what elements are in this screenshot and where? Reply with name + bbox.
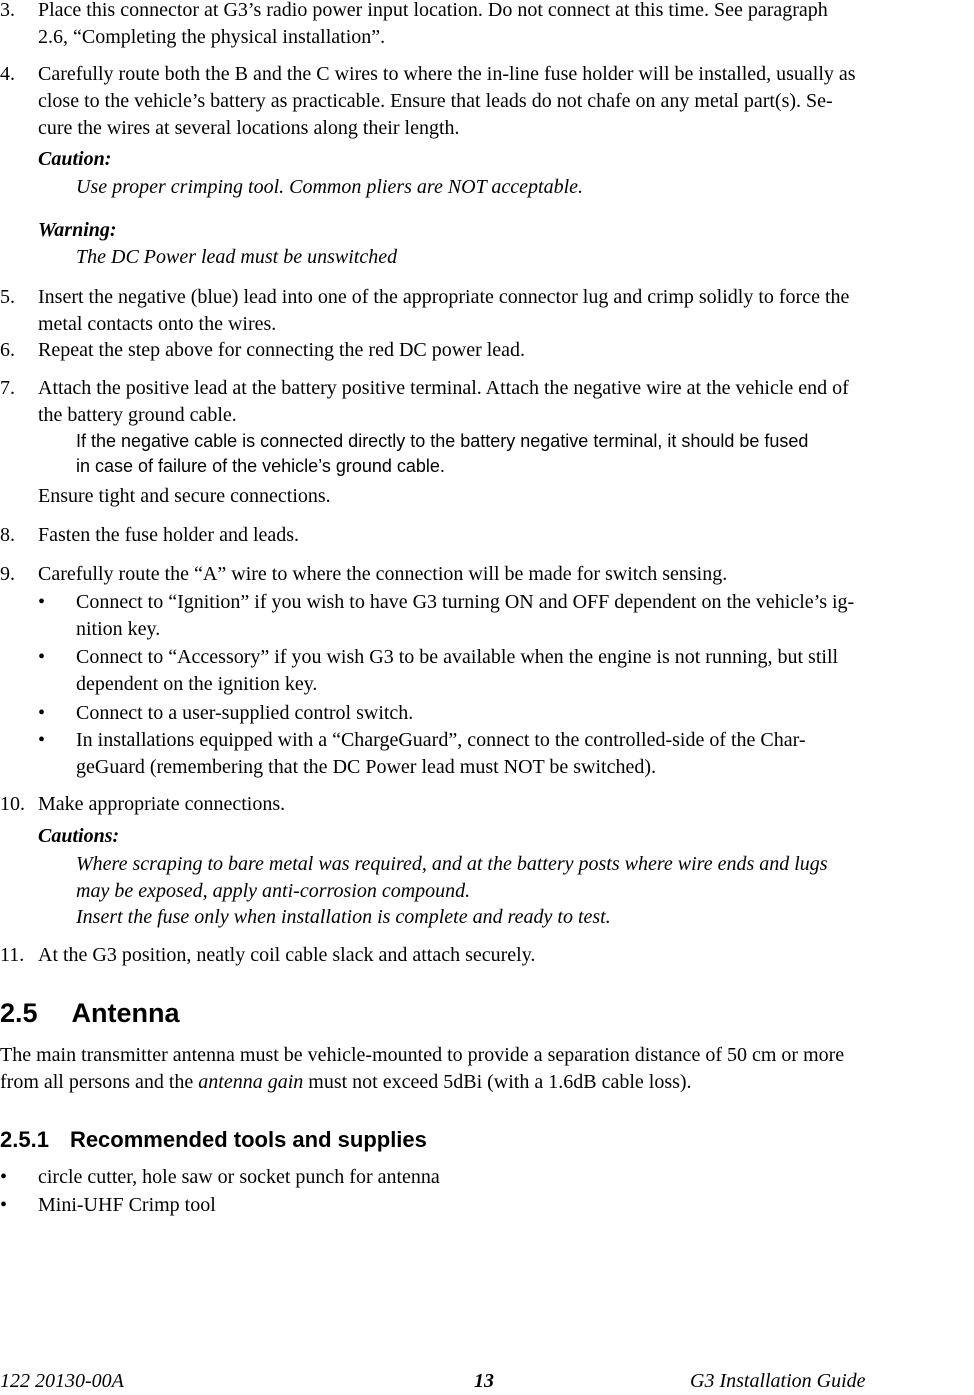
list-item: circle cutter, hole saw or socket punch for antenna xyxy=(38,1166,440,1188)
step-text: Insert the negative (blue) lead into one of the appropriate connector lug and crimp solidly to force the xyxy=(38,286,850,308)
step-text: cure the wires at several locations along their length. xyxy=(38,117,460,139)
list-item: Connect to “Ignition” if you wish to have G3 turning ON and OFF dependent on the vehicle’s ig- xyxy=(76,591,855,613)
cautions-text: Where scraping to bare metal was required, and at the battery posts where wire ends and lugs xyxy=(76,853,828,875)
step-number: 5. xyxy=(0,286,15,308)
step-text: Repeat the step above for connecting the red DC power lead. xyxy=(38,339,526,361)
section-title: Recommended tools and supplies xyxy=(69,1127,427,1152)
section-heading-2-5-1 xyxy=(0,1126,427,1154)
footer-page-number: 13 xyxy=(474,1370,494,1392)
cautions-text: Insert the fuse only when installation is complete and ready to test. xyxy=(76,906,611,928)
list-item: Connect to a user-supplied control switch. xyxy=(76,702,414,724)
bullet-glyph: • xyxy=(38,646,46,668)
step-text: Fasten the fuse holder and leads. xyxy=(38,524,300,546)
step-text: the battery ground cable. xyxy=(38,404,237,426)
bullet-glyph: • xyxy=(38,591,46,613)
step-text: Make appropriate connections. xyxy=(38,793,286,815)
bullet-glyph: • xyxy=(0,1166,8,1188)
footer-doc-number: 122 20130-00A xyxy=(0,1370,124,1392)
bullet-glyph: • xyxy=(38,729,46,751)
warning-label: Warning: xyxy=(38,219,117,241)
list-item: dependent on the ignition key. xyxy=(76,673,318,695)
step-text: Place this connector at G3’s radio power input location. Do not connect at this time. See paragraph xyxy=(38,0,828,21)
warning-text: The DC Power lead must be unswitched xyxy=(76,246,398,268)
step-text: Carefully route both the B and the C wires to where the in-line fuse holder will be installed, usually as xyxy=(38,63,856,85)
paragraph-line: The main transmitter antenna must be vehicle-mounted to provide a separation distance of 50 cm or more xyxy=(0,1044,845,1066)
section-number: 2.5.1 xyxy=(0,1127,49,1152)
step-note: If the negative cable is connected directly to the battery negative terminal, it should be fused xyxy=(76,431,809,451)
list-item: In installations equipped with a “ChargeGuard”, connect to the controlled-side of the Char- xyxy=(76,729,806,751)
step-text: At the G3 position, neatly coil cable slack and attach securely. xyxy=(38,944,536,966)
cautions-text: may be exposed, apply anti-corrosion compound. xyxy=(76,880,471,902)
step-number: 10. xyxy=(0,793,25,815)
list-item: geGuard (remembering that the DC Power lead must NOT be switched). xyxy=(76,756,657,778)
step-text: Carefully route the “A” wire to where the connection will be made for switch sensing. xyxy=(38,563,728,585)
step-number: 6. xyxy=(0,339,15,361)
section-title: Antenna xyxy=(71,998,180,1028)
list-item: Connect to “Accessory” if you wish G3 to be available when the engine is not running, but still xyxy=(76,646,839,668)
step-number: 4. xyxy=(0,63,15,85)
step-text: close to the vehicle’s battery as practicable. Ensure that leads do not chafe on any metal part(s). Se- xyxy=(38,90,833,112)
step-number: 9. xyxy=(0,563,15,585)
bullet-glyph: • xyxy=(38,702,46,724)
section-number: 2.5 xyxy=(0,998,38,1028)
bullet-glyph: • xyxy=(0,1194,8,1216)
step-text: metal contacts onto the wires. xyxy=(38,313,277,335)
paragraph-text: must not exceed 5dBi (with a 1.6dB cable loss). xyxy=(303,1071,692,1093)
emphasis-term: antenna gain xyxy=(198,1071,304,1093)
cautions-label: Cautions: xyxy=(38,825,120,847)
step-number: 3. xyxy=(0,0,15,21)
list-item: nition key. xyxy=(76,618,161,640)
step-note: in case of failure of the vehicle’s ground cable. xyxy=(76,456,445,476)
footer-doc-title: G3 Installation Guide xyxy=(690,1370,866,1392)
step-text: 2.6, “Completing the physical installation”. xyxy=(38,26,386,48)
paragraph-text: from all persons and the xyxy=(0,1071,199,1093)
list-item: Mini-UHF Crimp tool xyxy=(38,1194,216,1216)
paragraph-line xyxy=(0,1069,692,1096)
step-text: Ensure tight and secure connections. xyxy=(38,485,331,507)
step-number: 8. xyxy=(0,524,15,546)
caution-text: Use proper crimping tool. Common pliers are NOT acceptable. xyxy=(76,176,584,198)
step-number: 11. xyxy=(0,944,25,966)
section-heading-2-5 xyxy=(0,997,180,1029)
step-number: 7. xyxy=(0,377,15,399)
caution-label: Caution: xyxy=(38,148,112,170)
step-text: Attach the positive lead at the battery positive terminal. Attach the negative wire at the vehicle end of xyxy=(38,377,849,399)
